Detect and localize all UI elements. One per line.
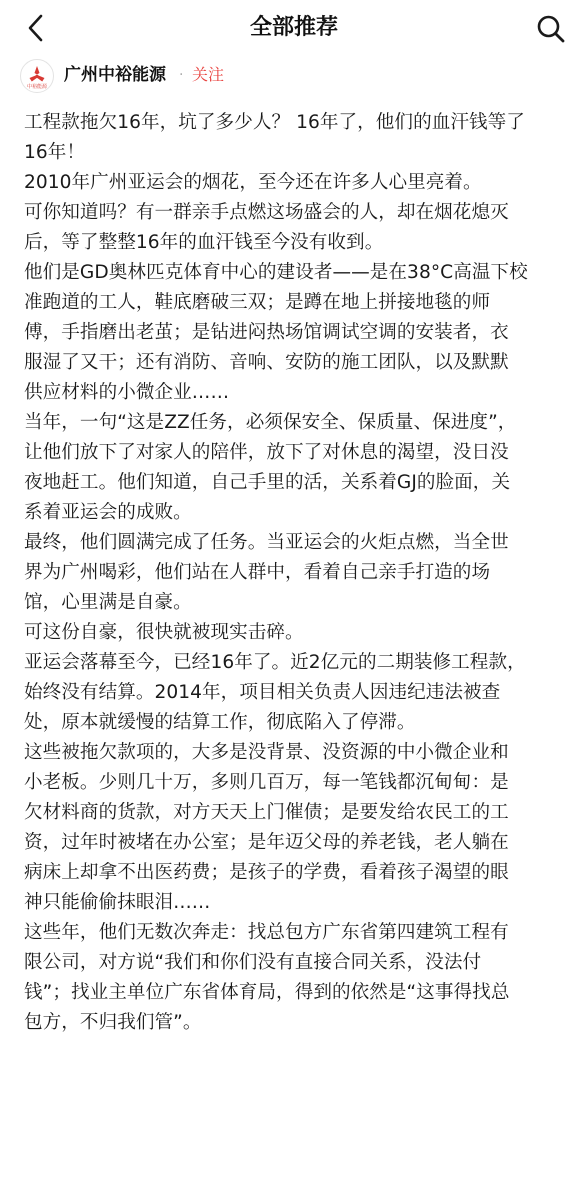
article-paragraph: 他们是GD奥林匹克体育中心的建设者——是在38°C高温下校 准跑道的工人，鞋底磨破三双；是蹲在地上拼接地毯的师 傅，手指磨出老茧；是钻进闷热场馆调试空调的安装者，衣 服湿了又干；还有消防、音响、安防的施工团队，以及默默 供应材料的小微企业…… (24, 262, 528, 403)
avatar[interactable] (20, 59, 54, 93)
article-body (24, 108, 576, 1038)
follow-button[interactable]: 关注 (192, 65, 225, 84)
article-paragraph: 可这份自豪，很快就被现实击碎。 (24, 622, 304, 643)
article-paragraph: 可你知道吗？有一群亲手点燃这场盛会的人，却在烟花熄灭 后，等了整整16年的血汗钱至今没有收到。 (24, 202, 509, 253)
author-name[interactable]: 广州中裕能源 (64, 65, 166, 85)
article-paragraph: 当年，一句“这是ZZ任务，必须保安全、保质量、保进度”， 让他们放下了对家人的陪伴，放下了对休息的渴望，没日没 夜地赶工。他们知道，自己手里的活，关系着GJ的脸面，关 系着亚运会的成败。 (24, 412, 517, 523)
page-title: 全部推荐 (249, 15, 338, 40)
company-logo-icon (21, 60, 53, 92)
top-nav-bar (0, 0, 588, 56)
article-paragraph: 亚运会落幕至今，已经16年了。近2亿元的二期装修工程款， 始终没有结算。2014年，项目相关负责人因违纪违法被查 处，原本就缓慢的结算工作，彻底陷入了停滞。 (24, 652, 526, 733)
article-paragraph: 这些年，他们无数次奔走：找总包方广东省第四建筑工程有 限公司，对方说“我们和你们没有直接合同关系，没法付 钱”；找业主单位广东省体育局，得到的依然是“这事得找总 包方，不归我们管”。 (24, 922, 510, 1033)
article-paragraph: 最终，他们圆满完成了任务。当亚运会的火炬点燃，当全世 界为广州喝彩，他们站在人群中，看着自己亲手打造的场 馆，心里满是自豪。 (24, 532, 509, 613)
article-paragraph: 工程款拖欠16年，坑了多少人？ 16年了，他们的血汗钱等了 16年！ (24, 112, 525, 163)
article-paragraph: 2010年广州亚运会的烟花，至今还在许多人心里亮着。 (24, 172, 482, 193)
search-button[interactable] (534, 12, 568, 46)
author-separator: · (179, 67, 184, 83)
search-icon (536, 14, 566, 44)
author-row (0, 56, 588, 96)
avatar-caption: 中裕能源 (26, 84, 48, 90)
article-paragraph: 这些被拖欠款项的，大多是没背景、没资源的中小微企业和 小老板。少则几十万，多则几百万，每一笔钱都沉甸甸：是 欠材料商的货款，对方天天上门催债；是要发给农民工的工 资，过年时被堵在办公室；是年迈父母的养老钱，老人躺在 病床上却拿不出医药费；是孩子的学费，看着孩子渴望的眼 神只能偷偷抹眼泪…… (24, 742, 509, 913)
